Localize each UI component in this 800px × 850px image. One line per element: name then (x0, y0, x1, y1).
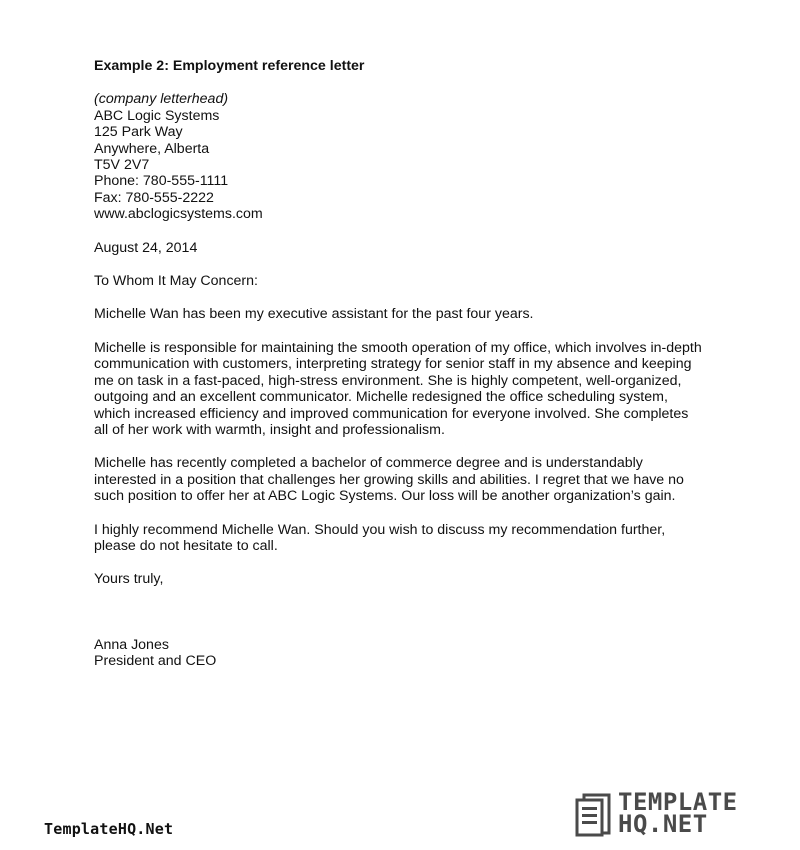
letter-title: Example 2: Employment reference letter (94, 58, 365, 74)
body-paragraph: Michelle is responsible for maintaining the smooth operation of my office, which involves in-depth communication with customers, interpreting strategy for senior staff in my absence and keeping me on task in a fast-paced, high-stress environment. She is highly competent, well-organized, outgoing and an excellent communicator. Michelle redesigned the office scheduling system, which increased efficiency and improved communication for everyone involved. She completes all of her work with warmth, insight and professionalism. (94, 339, 702, 438)
closing: Yours truly, (94, 571, 164, 588)
document-icon (575, 793, 611, 837)
city-province: Anywhere, Alberta (94, 140, 210, 157)
phone-number: Phone: 780-555-1111 (94, 173, 229, 190)
website: www.abclogicsystems.com (94, 206, 263, 223)
street-address: 125 Park Way (94, 124, 183, 141)
brand-line-1: TEMPLATE (618, 788, 738, 816)
signer-name: Anna Jones (94, 636, 169, 653)
brand-logo (575, 788, 765, 839)
letterhead (94, 91, 704, 222)
brand-line-2: HQ.NET (618, 810, 708, 838)
signer-title: President and CEO (94, 653, 217, 670)
body-paragraph: I highly recommend Michelle Wan. Should you wish to discuss my recommendation further, please do not hesitate to call. (94, 521, 666, 554)
postal-code: T5V 2V7 (94, 157, 150, 174)
reference-letter (94, 58, 704, 670)
body-paragraph: Michelle has recently completed a bachelor of commerce degree and is understandably interested in a position that challenges her growing skills and abilities. I regret that we have no such position to offer her at ABC Logic Systems. Our loss will be another organization’s gain. (94, 455, 684, 505)
site-watermark-text: TemplateHQ.Net (44, 820, 174, 838)
fax-number: Fax: 780-555-2222 (94, 189, 214, 206)
letter-date: August 24, 2014 (94, 239, 198, 256)
company-name: ABC Logic Systems (94, 107, 220, 124)
body-paragraph: Michelle Wan has been my executive assistant for the past four years. (94, 306, 534, 323)
salutation: To Whom It May Concern: (94, 273, 258, 290)
letterhead-note: (company letterhead) (94, 91, 229, 108)
brand-wordmark (618, 788, 738, 838)
